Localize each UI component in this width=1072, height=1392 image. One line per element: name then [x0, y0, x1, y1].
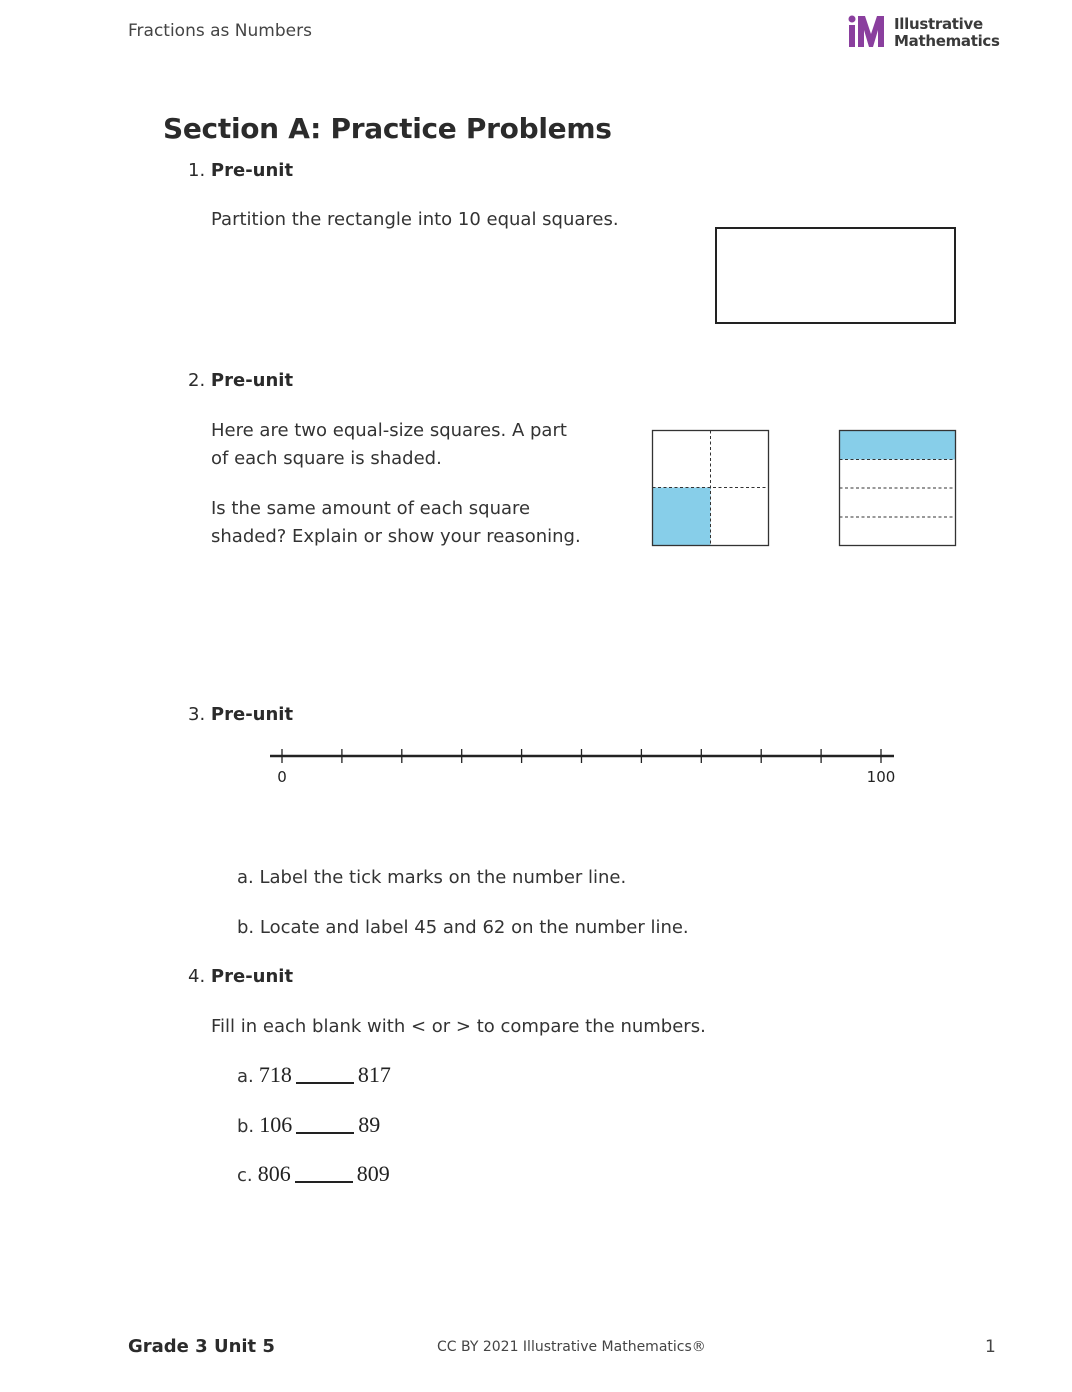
footer-page-number: 1 — [985, 1337, 996, 1357]
square-quarters-diagram — [650, 428, 772, 550]
compare-item-b — [237, 1112, 380, 1141]
problem-2-text-2 — [211, 495, 581, 551]
problem-number: 2. — [188, 370, 206, 391]
shaded-quarter — [653, 488, 711, 546]
logo-line2: Mathematics — [894, 32, 1000, 50]
part-letter: b. — [237, 917, 255, 938]
partition-rectangle — [715, 227, 956, 324]
left-number: 806 — [257, 1161, 291, 1186]
problem-number: 4. — [188, 966, 206, 987]
problem-3-heading — [188, 704, 293, 725]
answer-blank[interactable] — [296, 1064, 354, 1084]
item-letter: b. — [237, 1116, 255, 1137]
answer-blank[interactable] — [296, 1114, 354, 1134]
part-text: Label the tick marks on the number line. — [259, 867, 627, 888]
answer-blank[interactable] — [295, 1163, 353, 1183]
start-label: 0 — [277, 768, 287, 786]
compare-item-c — [237, 1161, 390, 1190]
im-logo-icon — [848, 14, 888, 50]
section-title: Section A: Practice Problems — [163, 112, 612, 145]
item-letter: c. — [237, 1165, 253, 1186]
right-number: 809 — [356, 1161, 390, 1186]
problem-tag: Pre-unit — [210, 370, 294, 391]
footer-copyright: CC BY 2021 Illustrative Mathematics® — [437, 1339, 706, 1355]
left-number: 718 — [258, 1062, 292, 1087]
item-letter: a. — [237, 1066, 254, 1087]
logo-wordmark — [894, 16, 1000, 50]
number-line — [260, 740, 910, 792]
document-header-title: Fractions as Numbers — [128, 21, 312, 41]
text-line: shaded? Explain or show your reasoning. — [211, 526, 581, 547]
text-line: Here are two equal-size squares. A part — [211, 420, 567, 441]
problem-1-heading — [188, 160, 293, 181]
part-letter: a. — [237, 867, 254, 888]
problem-tag: Pre-unit — [210, 160, 294, 181]
square-fourths-strips-diagram — [837, 428, 959, 550]
footer-grade-unit: Grade 3 Unit 5 — [128, 1336, 275, 1357]
problem-3-part-a — [237, 864, 626, 892]
shaded-strip — [840, 431, 956, 460]
problem-3-part-b — [237, 914, 689, 942]
problem-1-text: Partition the rectangle into 10 equal squares. — [211, 209, 619, 230]
end-label: 100 — [866, 768, 896, 786]
problem-tag: Pre-unit — [210, 966, 294, 987]
problem-2-heading — [188, 370, 293, 391]
text-line: Is the same amount of each square — [211, 498, 531, 519]
problem-tag: Pre-unit — [210, 704, 294, 725]
compare-item-a — [237, 1062, 391, 1091]
part-text: Locate and label 45 and 62 on the number line. — [259, 917, 689, 938]
right-number: 89 — [358, 1112, 381, 1137]
logo-line1: Illustrative — [894, 15, 983, 33]
left-number: 106 — [259, 1112, 293, 1137]
text-line: of each square is shaded. — [211, 448, 442, 469]
problem-2-text-1 — [211, 417, 567, 473]
problem-number: 1. — [188, 160, 206, 181]
problem-4-text: Fill in each blank with < or > to compare the numbers. — [211, 1016, 706, 1037]
problem-number: 3. — [188, 704, 206, 725]
right-number: 817 — [357, 1062, 391, 1087]
problem-4-heading — [188, 966, 293, 987]
illustrative-mathematics-logo — [848, 14, 1000, 54]
